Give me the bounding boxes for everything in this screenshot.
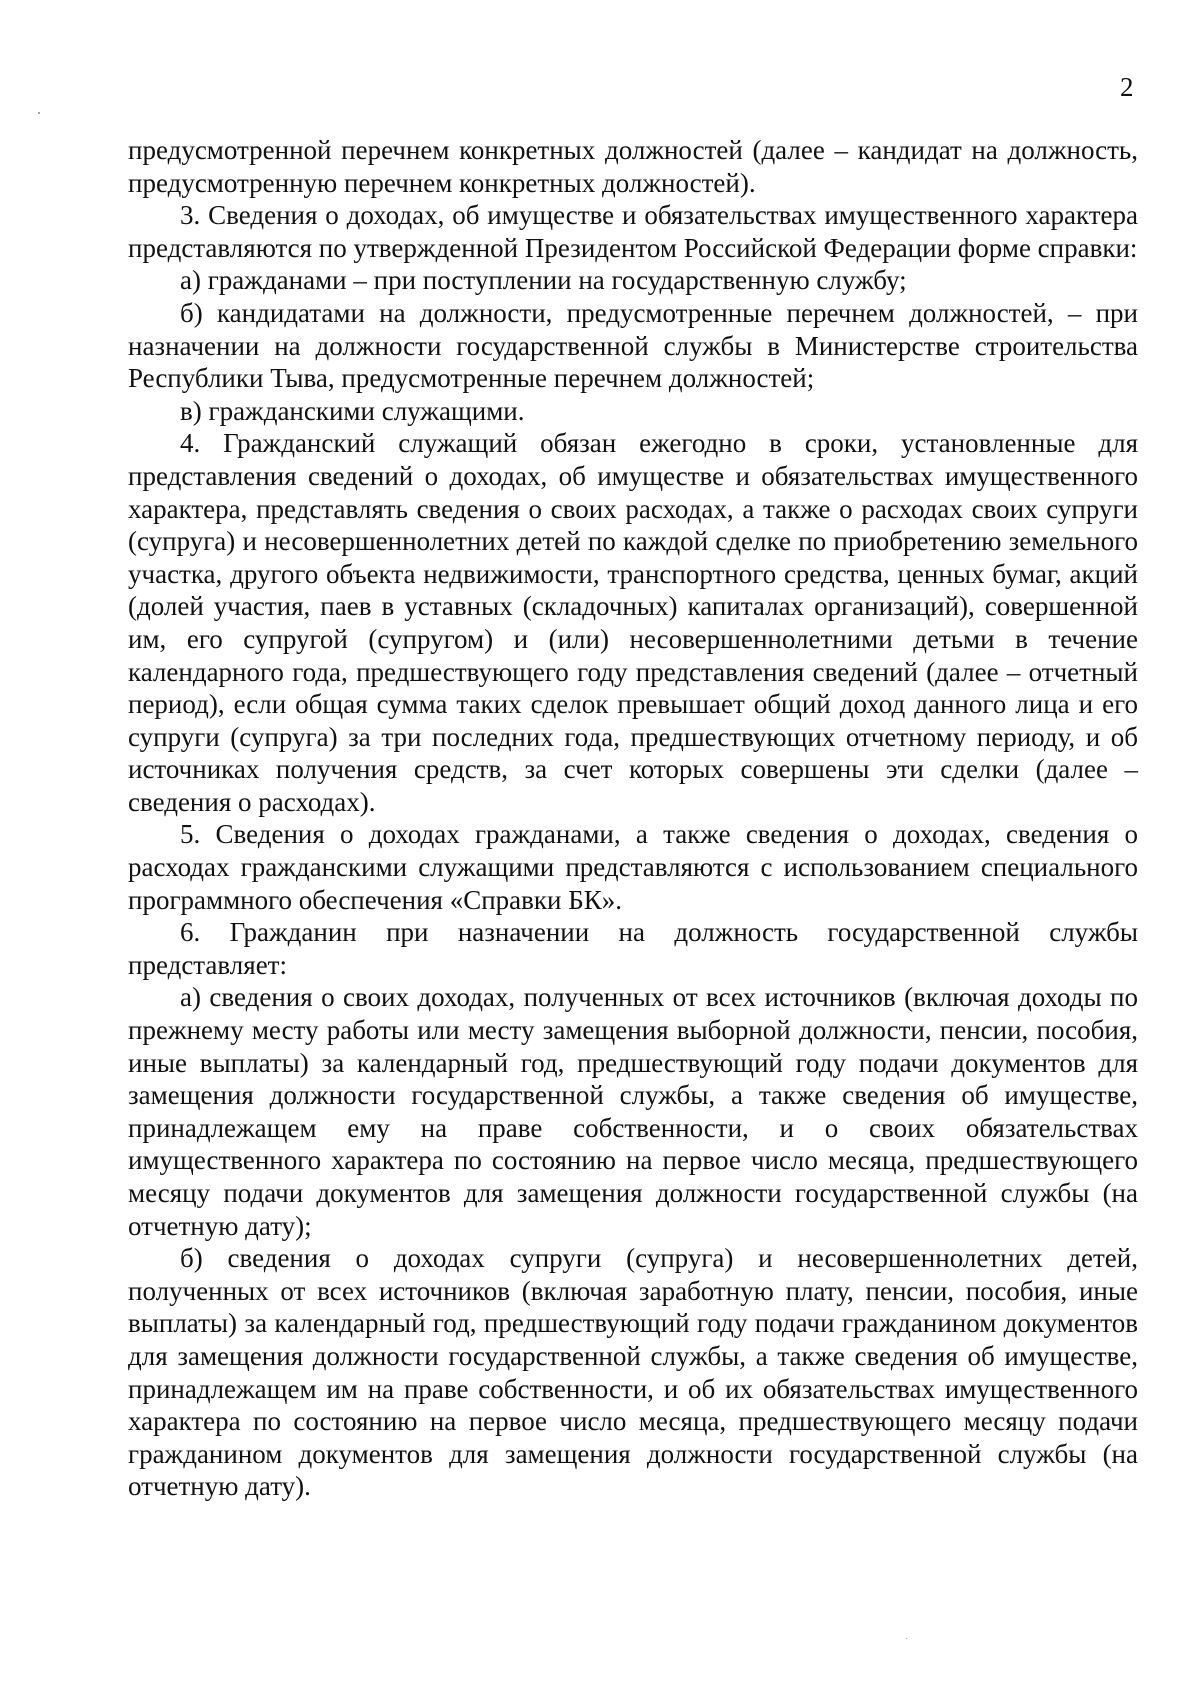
page-number: 2 [1120,72,1134,102]
paragraph-item-5: 5. Сведения о доходах гражданами, а также сведения о доходах, сведения о расходах гражданскими служащими представляются с использованием специального программного обеспечения «Справки БК». [128,819,1138,915]
paragraph-subitem-6b: б) сведения о доходах супруги (супруга) и несовершеннолетних детей, полученных от всех источников (включая заработную плату, пенсии, пособия, иные выплаты) за календарный год, предшествующий году подачи гражданином документов для замещения должности государственной службы, а также сведения об имуществе, принадлежащем им на праве собственности, и об их обязательствах имущественного характера по состоянию на первое число месяца, предшествующего месяцу подачи гражданином документов для замещения должности государственной службы (на отчетную дату). [128,1243,1138,1502]
paragraph-item-4: 4. Гражданский служащий обязан ежегодно в сроки, установленные для представления сведений о доходах, об имуществе и обязательствах имущественного характера, представлять сведения о своих расходах, а также о расходах своих супруги (супруга) и несовершеннолетних детей по каждой сделке по приобретению земельного участка, другого объекта недвижимости, транспортного средства, ценных бумаг, акций (долей участия, паев в уставных (складочных) капиталах организаций), совершенной им, его супругой (супругом) и (или) несовершеннолетними детьми в течение календарного года, предшествующего году представления сведений (далее – отчетный период), если общая сумма таких сделок превышает общий доход данного лица и его супруги (супруга) за три последних года, предшествующих отчетному периоду, и об источниках получения средств, за счет которых совершены эти сделки (далее – сведения о расходах). [128,428,1138,817]
paragraph-item-3: 3. Сведения о доходах, об имуществе и обязательствах имущественного характера представляются по утвержденной Президентом Российской Федерации форме справки: [128,200,1138,263]
paragraph-subitem-3a: а) гражданами – при поступлении на государственную службу; [180,265,907,296]
paragraph-item-6: 6. Гражданин при назначении на должность государственной службы представляет: [128,917,1138,980]
paragraph-continuation: предусмотренной перечнем конкретных должностей (далее – кандидат на должность, предусмотренную перечнем конкретных должностей). [128,135,1138,198]
document-body [128,134,1138,1503]
paragraph-subitem-3c: в) гражданскими служащими. [180,395,525,426]
scan-speck [38,112,40,114]
scan-speck [906,1638,907,1639]
paragraph-subitem-6a: а) сведения о своих доходах, полученных от всех источников (включая доходы по прежнему месту работы или месту замещения выборной должности, пенсии, пособия, иные выплаты) за календарный год, предшествующий году подачи документов для замещения должности государственной службы, а также сведения об имуществе, принадлежащем ему на праве собственности, и о своих обязательствах имущественного характера по состоянию на первое число месяца, предшествующего месяцу подачи документов для замещения должности государственной службы (на отчетную дату); [128,982,1138,1241]
paragraph-subitem-3b: б) кандидатами на должности, предусмотренные перечнем должностей, – при назначении на должности государственной службы в Министерстве строительства Республики Тыва, предусмотренные перечнем должностей; [128,297,1138,394]
